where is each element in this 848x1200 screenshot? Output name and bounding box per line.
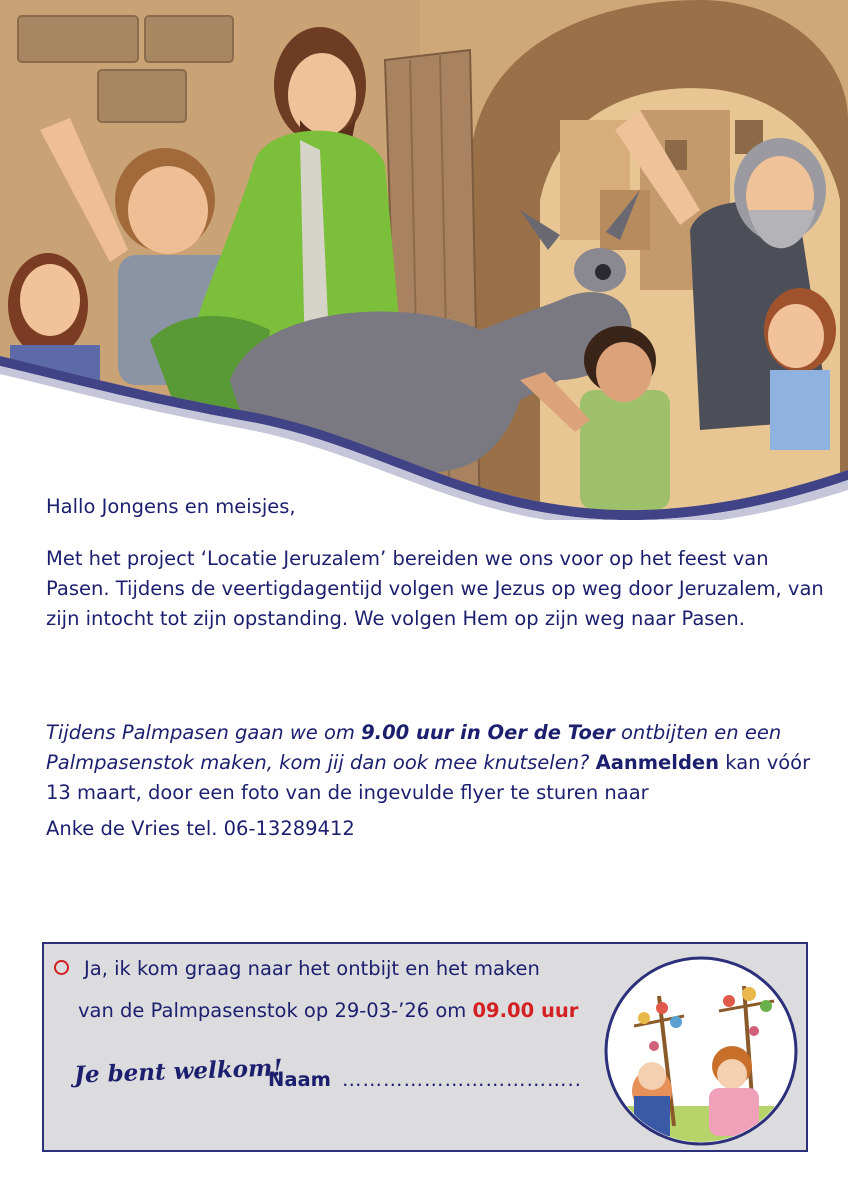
invite-text-b: ontbijten en een Palmpasenstok maken, kom jij dan ook mee knutselen? <box>46 721 782 774</box>
radio-circle-icon[interactable] <box>54 960 69 975</box>
invite-paragraph <box>46 718 826 808</box>
invite-text-c: kan vóór 13 maart, door een foto van de ingevulde flyer te sturen naar <box>46 751 811 804</box>
contact-line: Anke de Vries tel. 06-13289412 <box>46 817 355 840</box>
greeting: Hallo Jongens en meisjes, <box>46 495 296 518</box>
reply-date-text: van de Palmpasenstok op 29-03-’26 om <box>78 999 473 1022</box>
reply-line-1: Ja, ik kom graag naar het ontbijt en het maken <box>84 957 540 980</box>
palm-procession-image <box>604 956 798 1146</box>
palm-sunday-illustration <box>0 0 848 520</box>
reply-line-2 <box>78 998 578 1024</box>
reply-form-box <box>42 942 808 1152</box>
name-input-line[interactable]: …………………………….. <box>342 1068 582 1091</box>
name-label: Naam <box>268 1068 331 1091</box>
invite-time-place: 9.00 uur in Oer de Toer <box>361 721 615 744</box>
signup-label: Aanmelden <box>595 751 720 774</box>
reply-time: 09.00 uur <box>472 999 579 1022</box>
intro-paragraph: Met het project ‘Locatie Jeruzalem’ bereiden we ons voor op het feest van Pasen. Tijdens de veertigdagentijd volgen we Jezus op weg door Jeruzalem, van zijn intocht tot zijn opstanding. We volgen Hem op zijn weg naar Pasen. <box>46 547 824 630</box>
invite-text-a: Tijdens Palmpasen gaan we om <box>46 721 362 744</box>
welcome-signature: Je bent welkom! <box>73 1054 283 1089</box>
